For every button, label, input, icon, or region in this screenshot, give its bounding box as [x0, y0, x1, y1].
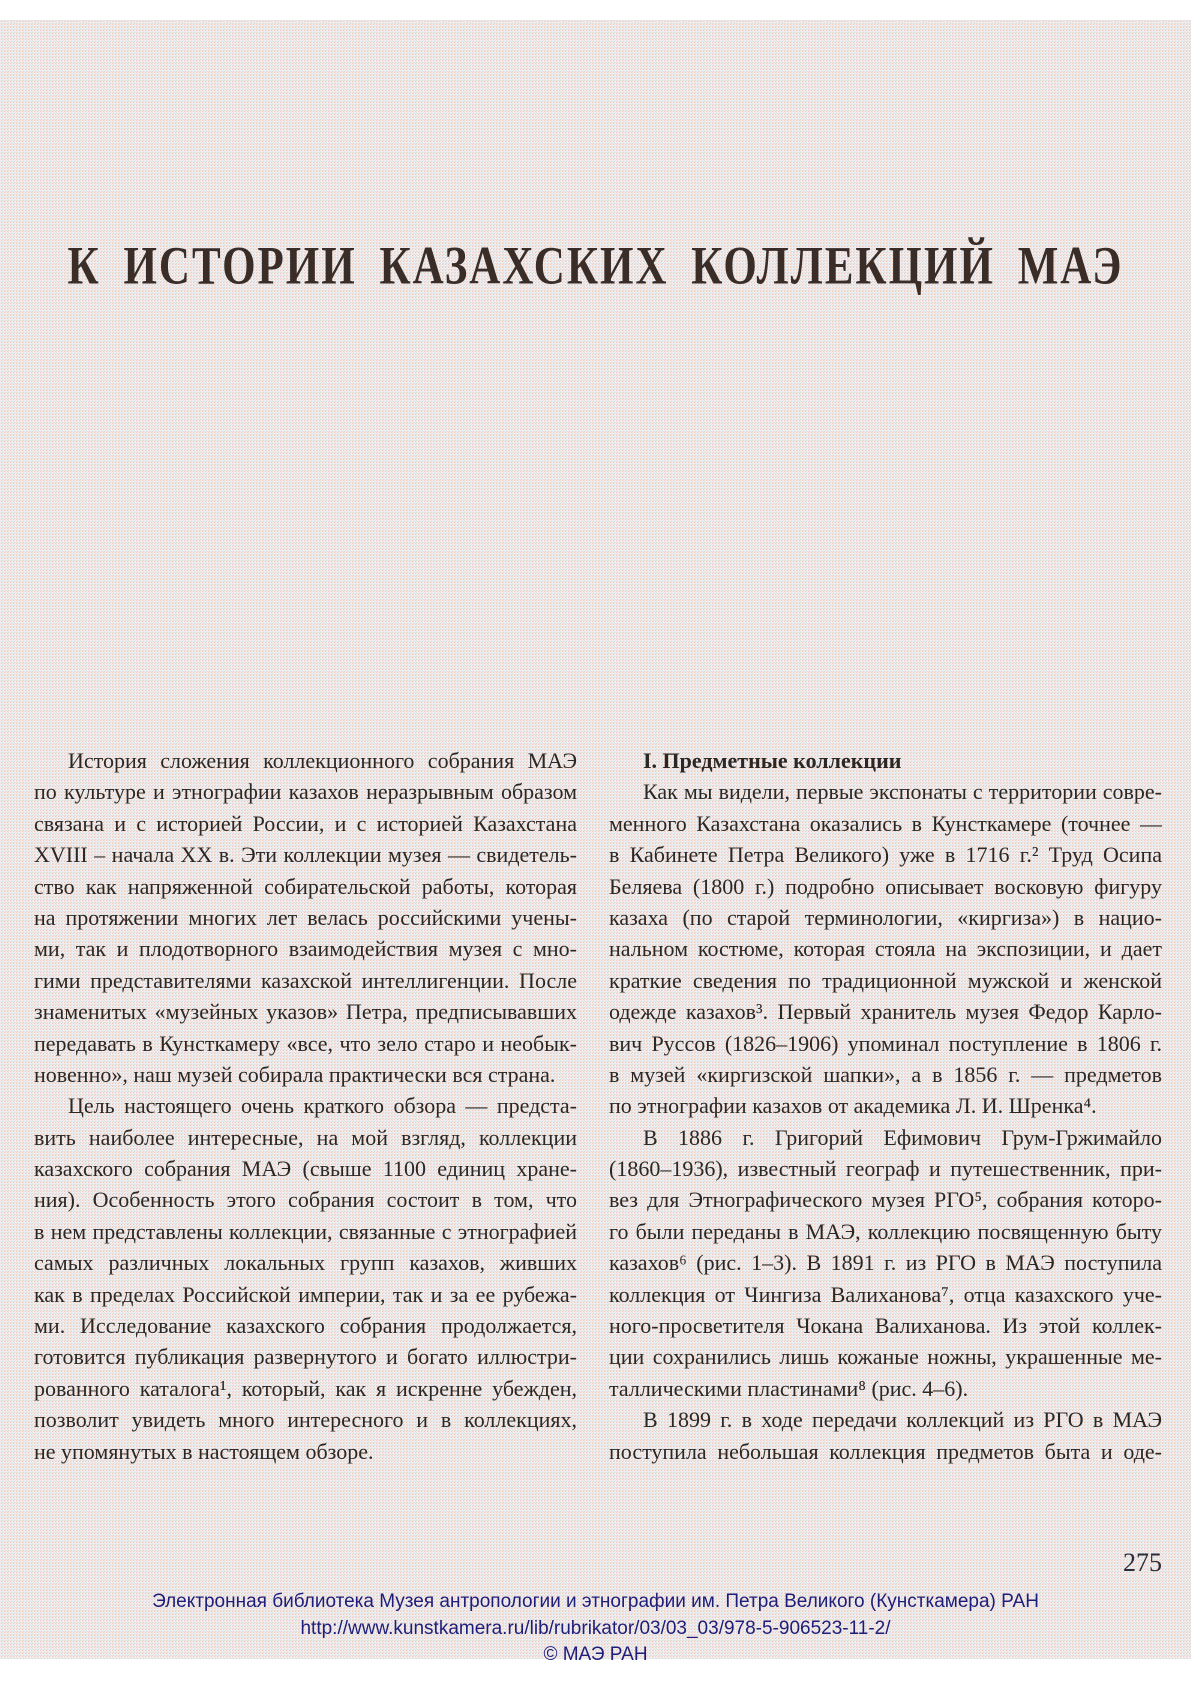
- text-line: (1860–1936), известный географ и путешественник, при-: [609, 1156, 1162, 1182]
- text-line: по этнографии казахов от академика Л. И. Шренка⁴.: [609, 1093, 1097, 1119]
- text-line: самых различных локальных групп казахов, живших: [34, 1250, 577, 1276]
- text-line: XVIII – начала XX в. Эти коллекции музея — свидетель-: [34, 842, 577, 868]
- text-line: не упомянутых в настоящем обзоре.: [34, 1438, 374, 1464]
- left-text-column: [34, 745, 577, 1467]
- text-line: как в пределах Российской империи, так и за ее рубежа-: [34, 1281, 577, 1307]
- footer-copyright: © МАЭ РАН: [543, 1644, 648, 1665]
- text-line: по культуре и этнографии казахов неразрывным образом: [34, 779, 577, 805]
- footer-url-link[interactable]: http://www.kunstkamera.ru/lib/rubrikator/03/03_03/978-5-906523-11-2/: [300, 1617, 891, 1639]
- text-line: ного-просветителя Чокана Валиханова. Из этой коллек-: [609, 1313, 1162, 1339]
- text-line: вич Руссов (1826–1906) упоминал поступление в 1806 г.: [609, 1030, 1162, 1056]
- text-line: поступила небольшая коллекция предметов быта и оде-: [609, 1438, 1162, 1464]
- text-line: коллекция от Чингиза Валиханова⁷, отца казахского уче-: [609, 1281, 1162, 1307]
- text-line: Как мы видели, первые экспонаты с территории совре-: [643, 779, 1162, 805]
- text-line: казахского собрания МАЭ (свыше 1100 единиц хране-: [34, 1156, 577, 1182]
- text-line: таллическими пластинами⁸ (рис. 4–6).: [609, 1375, 969, 1401]
- text-line: го были переданы в МАЭ, коллекцию посвященную быту: [609, 1218, 1162, 1244]
- text-line: I. Предметные коллекции: [643, 748, 902, 773]
- text-line: вез для Этнографического музея РГО⁵, собрания которо-: [609, 1187, 1162, 1213]
- text-line: гими представителями казахской интеллигенции. После: [34, 967, 577, 993]
- text-line: ния). Особенность этого собрания состоит в том, что: [34, 1187, 577, 1213]
- text-line: ство как напряженной собирательской работы, которая: [34, 873, 577, 899]
- footer-url-line: [0, 1616, 1191, 1643]
- text-line: вить наиболее интересные, на мой взгляд, коллекции: [34, 1124, 577, 1150]
- text-line: передавать в Кунсткамеру «все, что зело старо и необык-: [34, 1030, 577, 1056]
- footer-library-name: Электронная библиотека Музея антропологии и этнографии им. Петра Великого (Кунсткамера) РАН: [152, 1591, 1039, 1612]
- text-line: Беляева (1800 г.) подробно описывает восковую фигуру: [609, 873, 1162, 899]
- text-line: в Кабинете Петра Великого) уже в 1716 г.² Труд Осипа: [609, 842, 1162, 868]
- text-line: История сложения коллекционного собрания МАЭ: [68, 748, 577, 773]
- text-line: ми, так и плодотворного взаимодействия музея с мно-: [34, 936, 577, 962]
- text-line: краткие сведения по традиционной мужской и женской: [609, 967, 1162, 993]
- page-title: [0, 236, 1191, 300]
- text-line: В 1899 г. в ходе передачи коллекций из РГО в МАЭ: [643, 1407, 1162, 1433]
- text-line: нальном костюме, которая стояла на экспозиции, и дает: [609, 936, 1162, 962]
- page-title-text: К ИСТОРИИ КАЗАХСКИХ КОЛЛЕКЦИЙ МАЭ: [67, 237, 1124, 296]
- text-line: связана и с историей России, и с историей Казахстана: [34, 810, 577, 836]
- text-line: В 1886 г. Григорий Ефимович Грум-Гржимайло: [643, 1124, 1162, 1150]
- page-number: 275: [1123, 1548, 1162, 1577]
- text-line: в нем представлены коллекции, связанные с этнографией: [34, 1218, 577, 1244]
- text-line: на протяжении многих лет велась российскими учены-: [34, 904, 577, 930]
- text-line: позволит увидеть много интересного и в коллекциях,: [34, 1407, 577, 1433]
- text-line: ции сохранились лишь кожаные ножны, украшенные ме-: [609, 1344, 1162, 1370]
- text-line: Цель настоящего очень краткого обзора — предста-: [68, 1093, 577, 1119]
- library-footer: [0, 1589, 1191, 1669]
- text-line: одежде казахов³. Первый хранитель музея Федор Карло-: [609, 999, 1162, 1025]
- text-line: менного Казахстана оказались в Кунсткамере (точнее —: [609, 810, 1162, 836]
- text-line: знаменитых «музейных указов» Петра, предписывавших: [34, 999, 577, 1025]
- text-line: ми. Исследование казахского собрания продолжается,: [34, 1313, 577, 1339]
- text-line: готовится публикация развернутого и богато иллюстри-: [34, 1344, 577, 1370]
- text-line: казаха (по старой терминологии, «киргиза») в нацио-: [609, 904, 1162, 930]
- text-line: казахов⁶ (рис. 1–3). В 1891 г. из РГО в МАЭ поступила: [609, 1250, 1162, 1276]
- text-line: в музей «киргизской шапки», а в 1856 г. — предметов: [609, 1061, 1162, 1087]
- text-line: новенно», наш музей собирала практически вся страна.: [34, 1061, 556, 1087]
- right-text-column: [609, 745, 1162, 1467]
- text-line: рованного каталога¹, который, как я искренне убежден,: [34, 1375, 577, 1401]
